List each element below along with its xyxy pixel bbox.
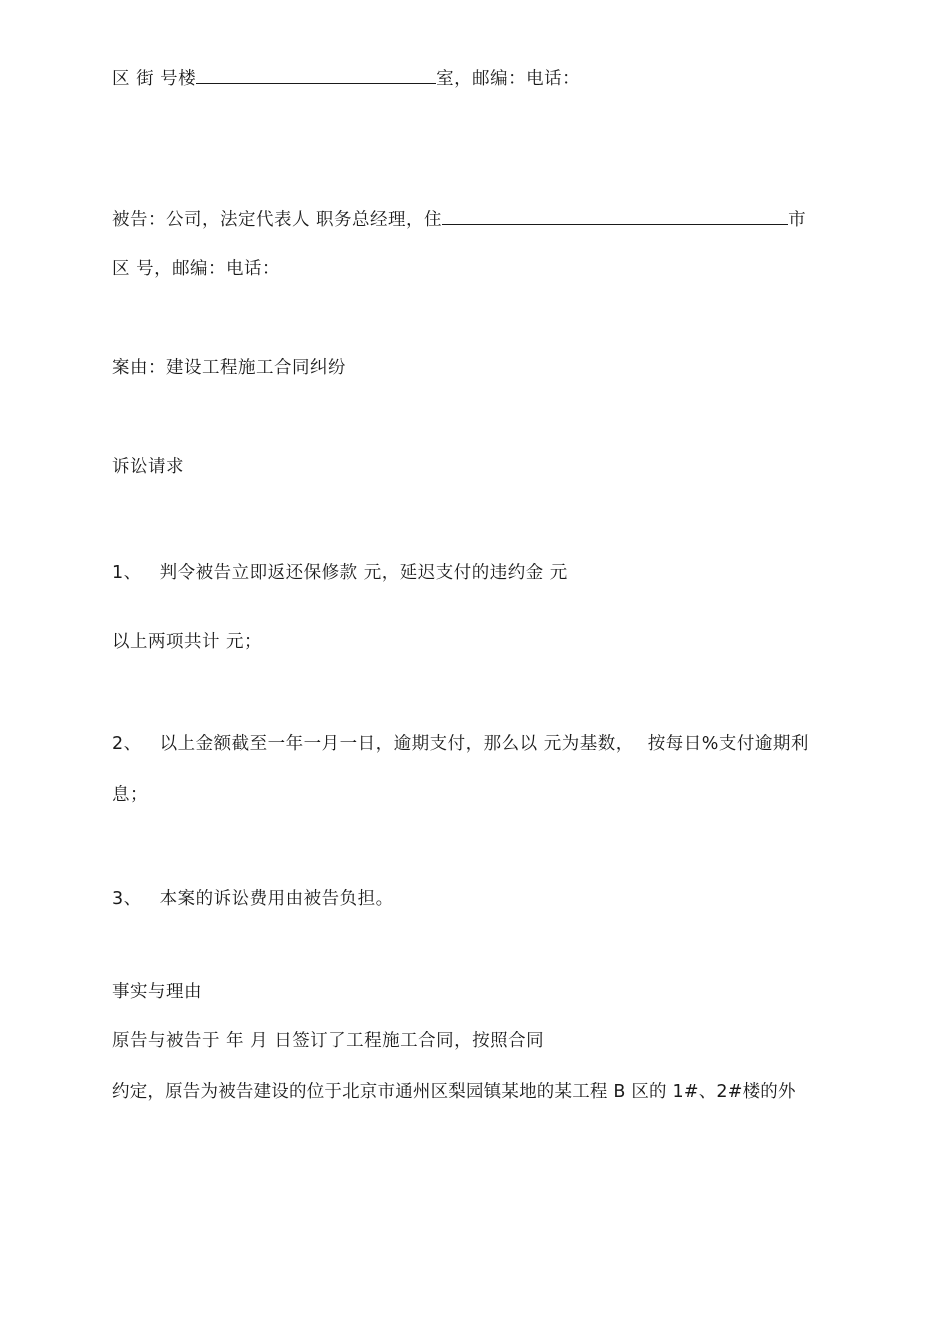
claim-2-continuation: 息； — [112, 785, 148, 805]
claim-1 — [112, 561, 568, 585]
defendant-line1-prefix: 被告：公司，法定代表人 职务总经理，住 — [112, 210, 443, 230]
claims-heading: 诉讼请求 — [112, 457, 184, 477]
claim-1-number: 1、 — [112, 563, 142, 583]
claim-3-number: 3、 — [112, 889, 142, 909]
claim-2 — [112, 732, 809, 756]
defendant-address-blank — [442, 207, 788, 225]
plaintiff-address-prefix: 区 街 号楼 — [112, 69, 197, 89]
claim-2-number: 2、 — [112, 734, 142, 754]
claim-1-text: 判令被告立即返还保修款 元，延迟支付的违约金 元 — [159, 563, 568, 583]
defendant-line-1 — [112, 207, 806, 232]
facts-heading: 事实与理由 — [112, 982, 202, 1002]
defendant-line-2: 区 号，邮编：电话： — [112, 259, 281, 279]
claim-2-text-tail: 按每日%支付逾期利 — [647, 734, 809, 754]
plaintiff-address-suffix: 室，邮编：电话： — [436, 69, 581, 89]
facts-line-2: 约定，原告为被告建设的位于北京市通州区梨园镇某地的某工程 B 区的 1#、2#楼的外 — [112, 1082, 796, 1102]
claim-3 — [112, 887, 394, 911]
claim-3-text: 本案的诉讼费用由被告负担。 — [159, 889, 394, 909]
claim-2-text: 以上金额截至一年一月一日，逾期支付，那么以 元为基数， — [159, 734, 634, 754]
facts-line-1: 原告与被告于 年 月 日签订了工程施工合同，按照合同 — [112, 1031, 545, 1051]
defendant-line1-suffix: 市 — [788, 210, 807, 230]
plaintiff-address-line — [112, 66, 580, 91]
cause-of-action: 案由：建设工程施工合同纠纷 — [112, 358, 346, 378]
claim-1-continuation: 以上两项共计 元； — [112, 632, 263, 652]
address-blank — [196, 66, 436, 84]
